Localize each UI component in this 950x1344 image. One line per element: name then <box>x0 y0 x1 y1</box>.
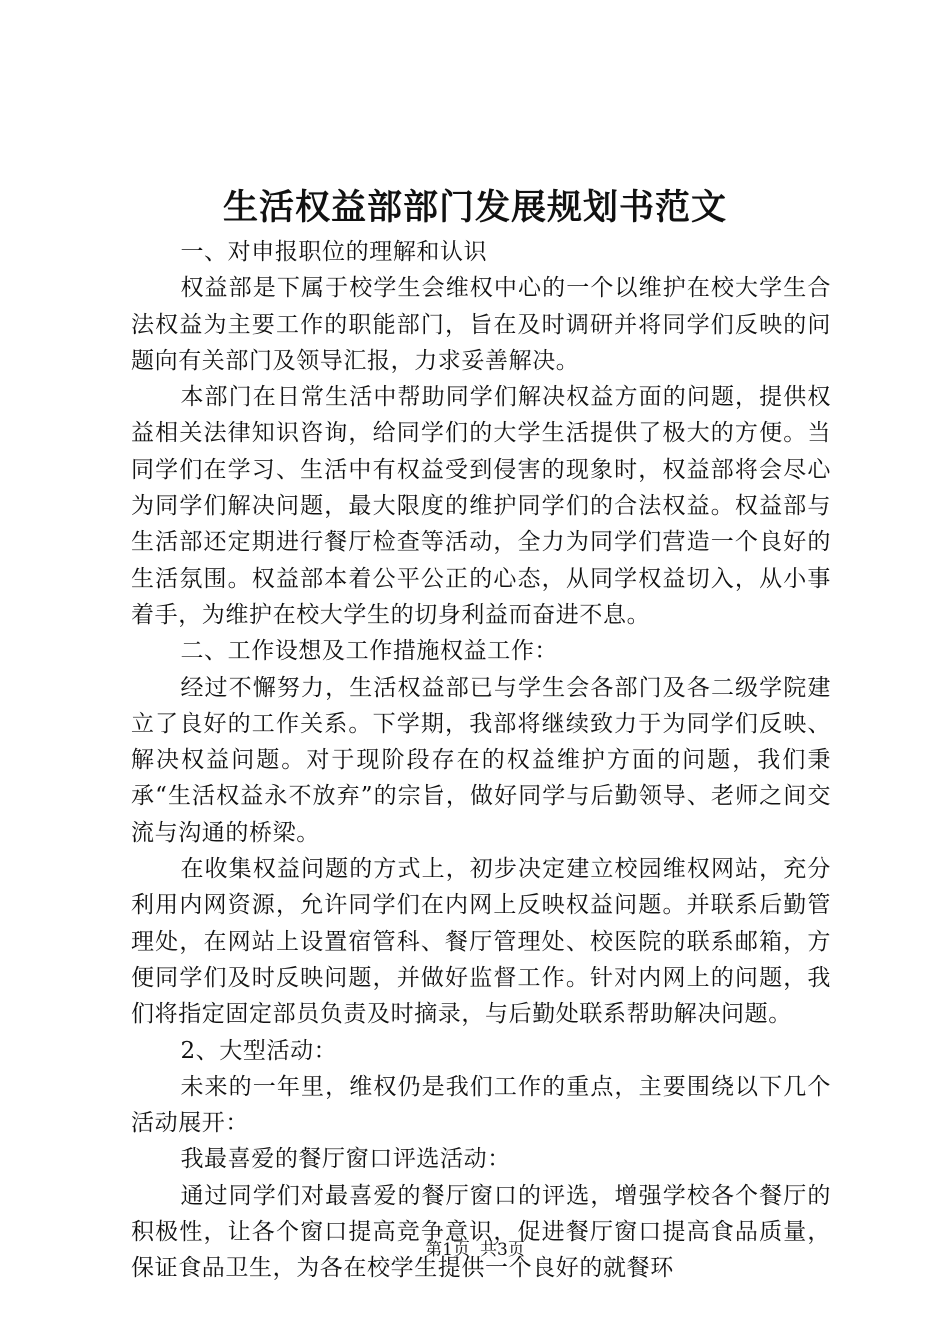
activity-heading: 我最喜爱的餐厅窗口评选活动： <box>180 1146 511 1173</box>
page-footer <box>0 1238 950 1262</box>
page-total: 共3页 <box>480 1240 525 1260</box>
paragraph: 在收集权益问题的方式上，初步决定建立校园维权网站，充分利用内网资源，允许同学们在内网上反映权益问题。并联系后勤管理处，在网站上设置宿管科、餐厅管理处、校医院的联系邮箱，方便同学们及时反映问题，并做好监督工作。针对内网上的问题，我们将指定固定部员负责及时摘录，与后勤处联系帮助解决问题。 <box>131 856 831 1028</box>
document-body <box>131 234 831 1287</box>
paragraph: 权益部是下属于校学生会维权中心的一个以维护在校大学生合法权益为主要工作的职能部门，旨在及时调研并将同学们反映的问题向有关部门及领导汇报，力求妥善解决。 <box>131 275 831 374</box>
section-heading-1: 一、对申报职位的理解和认识 <box>180 239 488 265</box>
document-title: 生活权益部部门发展规划书范文 <box>222 187 727 228</box>
paragraph: 经过不懈努力，生活权益部已与学生会各部门及各二级学院建立了良好的工作关系。下学期，我部将继续致力于为同学们反映、解决权益问题。对于现阶段存在的权益维护方面的问题，我们秉承“生活权益永不放弃”的宗旨，做好同学与后勤领导、老师之间交流与沟通的桥梁。 <box>131 674 831 846</box>
subsection-heading: 2、大型活动： <box>180 1037 338 1064</box>
paragraph: 未来的一年里，维权仍是我们工作的重点，主要围绕以下几个活动展开： <box>131 1073 831 1137</box>
paragraph: 本部门在日常生活中帮助同学们解决权益方面的问题，提供权益相关法律知识咨询，给同学们的大学生活提供了极大的方便。当同学们在学习、生活中有权益受到侵害的现象时，权益部将会尽心为同学们解决问题，最大限度的维护同学们的合法权益。权益部与生活部还定期进行餐厅检查等活动，全力为同学们营造一个良好的生活氛围。权益部本着公平公正的心态，从同学权益切入，从小事着手，为维护在校大学生的切身利益而奋进不息。 <box>131 384 831 628</box>
paragraph: 通过同学们对最喜爱的餐厅窗口的评选，增强学校各个餐厅的积极性，让各个窗口提高竞争意识，促进餐厅窗口提高食品质量，保证食品卫生，为各在校学生提供一个良好的就餐环 <box>131 1182 831 1282</box>
section-heading-2: 二、工作设想及工作措施权益工作： <box>180 638 559 665</box>
page-number: 第1页 <box>425 1240 470 1260</box>
